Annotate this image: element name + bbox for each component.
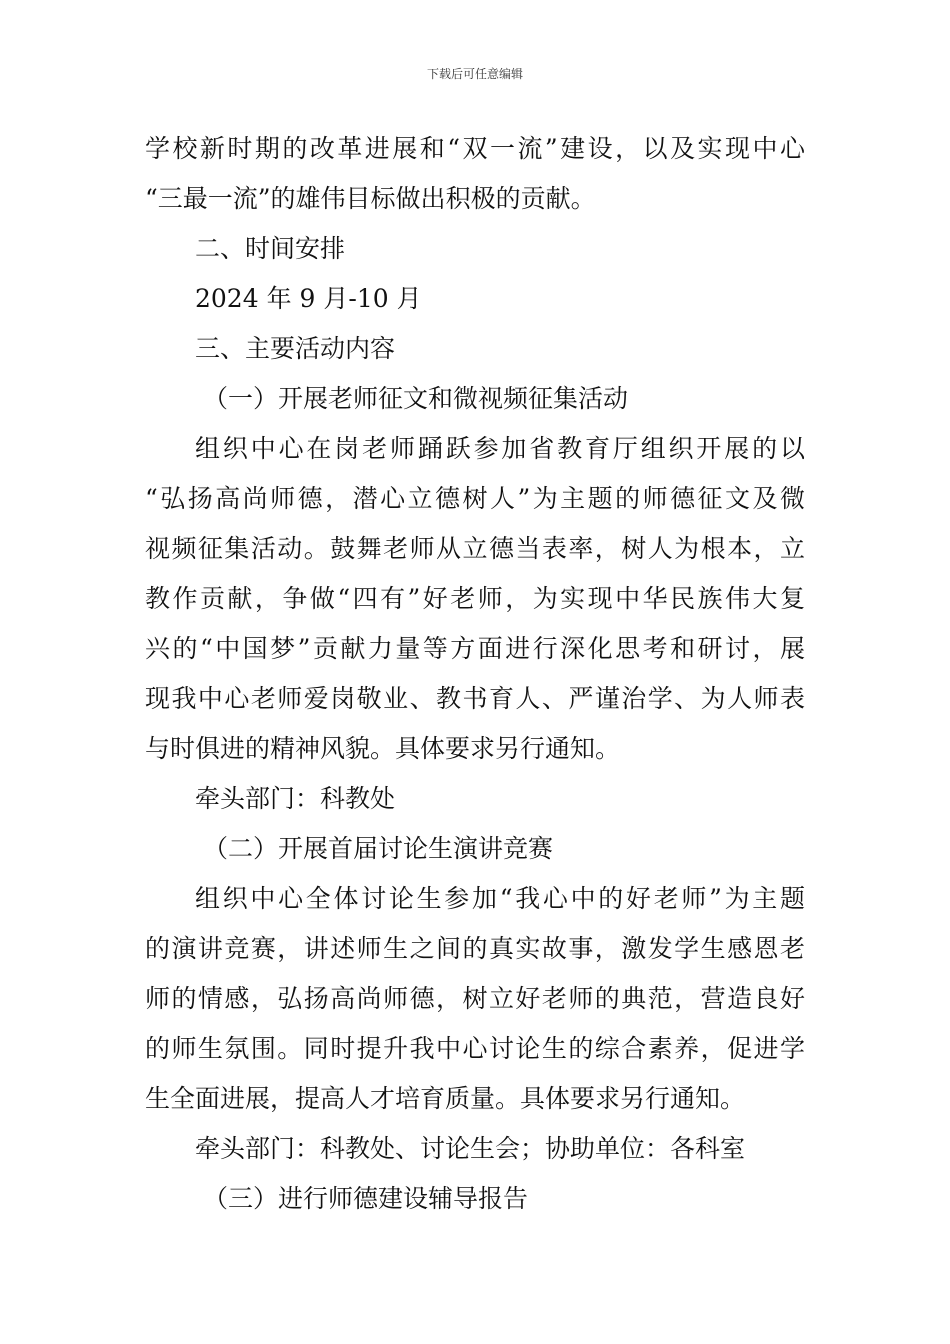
body-line: 与时俱进的精神风貌。具体要求另行通知。 bbox=[145, 734, 621, 763]
body-line: 学校新时期的改革进展和“双一流”建设，以及实现中心 bbox=[145, 134, 805, 163]
section-heading: 三、主要活动内容 bbox=[195, 334, 396, 363]
body-line: 教作贡献，争做“四有”好老师，为实现中华民族伟大复 bbox=[145, 584, 805, 613]
body-line: 现我中心老师爱岗敬业、教书育人、严谨治学、为人师表 bbox=[145, 684, 805, 713]
lead-department: 牵头部门：科教处 bbox=[195, 784, 396, 813]
body-line: 视频征集活动。鼓舞老师从立德当表率，树人为根本，立 bbox=[145, 534, 805, 563]
body-line: “三最一流”的雄伟目标做出积极的贡献。 bbox=[145, 184, 596, 213]
body-line: 师的情感，弘扬高尚师德，树立好老师的典范，营造良好 bbox=[145, 984, 805, 1013]
page-header: 下载后可任意编辑 bbox=[426, 67, 523, 81]
schedule-text: 2024 年 9 月-10 月 bbox=[195, 284, 422, 313]
subsection-heading: （三）进行师德建设辅导报告 bbox=[203, 1184, 529, 1213]
lead-department: 牵头部门：科教处、讨论生会；协助单位：各科室 bbox=[195, 1134, 746, 1163]
body-line: 组织中心全体讨论生参加“我心中的好老师”为主题 bbox=[195, 884, 805, 913]
document-body bbox=[145, 124, 805, 1224]
body-line: 的师生氛围。同时提升我中心讨论生的综合素养，促进学 bbox=[145, 1034, 805, 1063]
section-heading: 二、时间安排 bbox=[195, 234, 346, 263]
subsection-heading: （一）开展老师征文和微视频征集活动 bbox=[203, 384, 629, 413]
body-line: 生全面进展，提高人才培育质量。具体要求另行通知。 bbox=[145, 1084, 746, 1113]
body-line: “弘扬高尚师德，潜心立德树人”为主题的师德征文及微 bbox=[145, 484, 805, 513]
body-line: 兴的“中国梦”贡献力量等方面进行深化思考和研讨，展 bbox=[145, 634, 805, 663]
subsection-heading: （二）开展首届讨论生演讲竞赛 bbox=[203, 834, 554, 863]
body-line: 组织中心在岗老师踊跃参加省教育厅组织开展的以 bbox=[195, 434, 805, 463]
body-line: 的演讲竞赛，讲述师生之间的真实故事，激发学生感恩老 bbox=[145, 934, 805, 963]
